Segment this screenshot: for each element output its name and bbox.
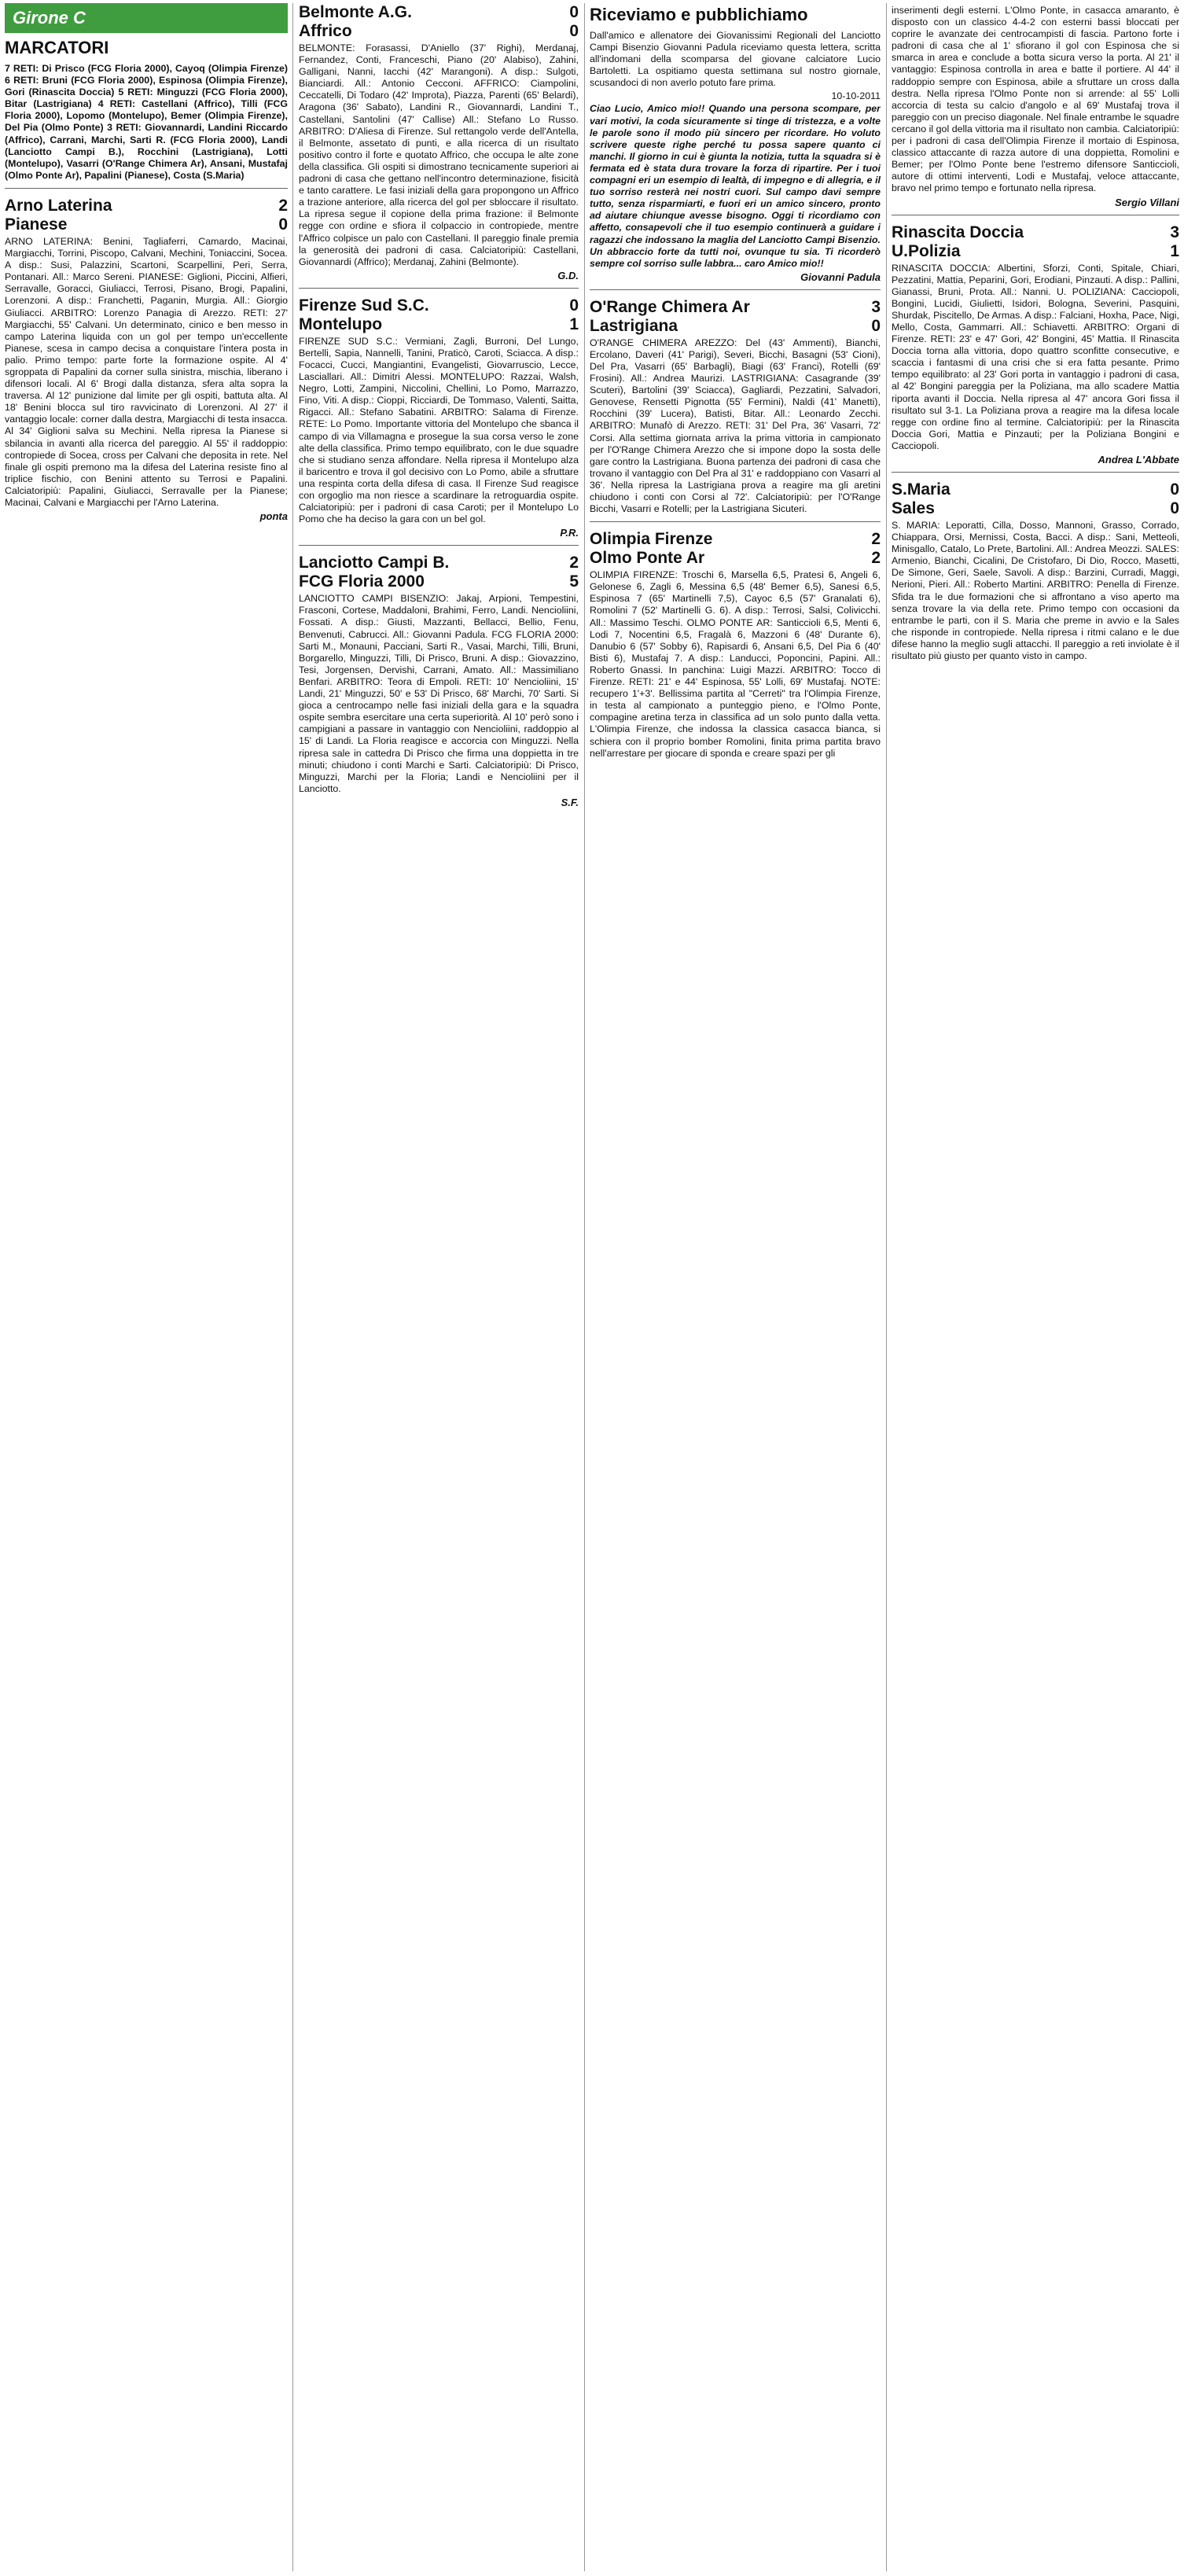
team-row: [892, 480, 1179, 499]
away-score: 5: [569, 572, 579, 591]
away-team: U.Polizia: [892, 241, 961, 260]
match-report: [5, 197, 288, 522]
match-report: [299, 554, 579, 808]
away-team: Lastrigiana: [590, 316, 678, 335]
team-row: [892, 499, 1179, 518]
match-text: FIRENZE SUD S.C.: Vermiani, Zagli, Burroni, Del Lungo, Bertelli, Sapia, Nannelli, Tanini, Praticò, Caroti, Sciacca. A disp.: Focacci, Cucci, Mangiantini, Evangelisti, Giovarruscio, Lecce, Lasciallari. All.: Dimitri Alessi. MONTELUPO: Razzai, Walsh, Negro, Lotti, Zampini, Niccolini, Chellini, Lo Pomo, Marrazzo, Fino, Viti. A disp.: Cioppi, Ricciardi, De Tommaso, Valenti, Saitta, Rigacci. All.: Stefano Sabatini. ARBITRO: Salama di Firenze. RETE: Lo Pomo. Importante vittoria del Montelupo che sbanca il campo di via Villamagna e prosegue la sua corsa verso le zone alte della classifica. Primo tempo equilibrato, con le due squadre che si studiano senza affondare. Nella ripresa il Montelupo alza il baricentro e trova il gol decisivo con Lo Pomo, abile a sfruttare una respinta corta della difesa di casa. Il Firenze Sud reagisce con orgoglio ma non riesce a scardinare la retroguardia ospite. Calciatoripiù: per i padroni di casa Caroti; per il Montelupo Lo Pomo che ha deciso la gara con un bel gol.: [299, 335, 579, 525]
author-signature: ponta: [259, 510, 288, 523]
column-divider: [292, 3, 293, 2571]
home-score: 0: [569, 296, 579, 315]
match-text: LANCIOTTO CAMPI BISENZIO: Jakaj, Arpioni, Tempestini, Frasconi, Cortese, Maddaloni, Brahimi, Ferro, Landi. Nencioliini, Fossati. A disp.: Giusti, Mazzanti, Bellacci, Bellio, Fenu, Benvenuti, Cabrucci. All.: Giovanni Padula. FCG FLORIA 2000: Sarti M., Monauni, Pacciani, Sarti R., Vasai, Marchi, Tilli, Bruni, Borgarello, Minguzzi, Tilli, Di Prisco, Bruni. A disp.: Giovazzino, Tesi, Jorgensen, Dervishi, Carrani, Amato. All.: Massimiliano Benfari. ARBITRO: Teora di Empoli. RETI: 10' Nencioliini, 15' Landi, 21' Minguzzi, 50' e 53' Di Prisco, 68' Marchi, 70' Sarti. Si gioca a centrocampo nelle fasi iniziali della gara e la squadra ospite sembra esercitare una certa superiorità. Al 10' però sono i campigiani a passare in vantaggio con Nencioliini, raddoppio al 15' di Landi. La Floria reagisce e accorcia con Minguzzi. Nella ripresa sale in cattedra Di Prisco che firma una doppietta in tre minuti; chiudono i conti Marchi e Sarti. Calciatoripiù: Di Prisco, Minguzzi, Marchi per la Floria; Landi e Nencioliini per il Lanciotto.: [299, 593, 579, 794]
column-4: [892, 3, 1179, 2571]
home-score: 2: [871, 530, 881, 549]
divider: [590, 289, 881, 290]
column-2: [299, 3, 579, 2571]
away-score: 0: [278, 215, 288, 234]
team-row: [892, 242, 1179, 261]
team-row: [590, 530, 881, 549]
home-team: Rinascita Doccia: [892, 223, 1024, 241]
match-report: [590, 530, 881, 760]
team-row: [5, 215, 288, 234]
match-text: OLIMPIA FIRENZE: Troschi 6, Marsella 6,5, Pratesi 6, Angeli 6, Gelonese 6, Zagli 6, Messina 6,5 (48' Bemer 6,5), Sanesi 6,5, Espinosa 7 (65' Martinelli 7,5), Cayoc 6,5 (57' Granalati 6), Romolini 7 (52' Martinelli G. 6). A disp.: Terrosi, Salsi, Colivicchi. All.: Massimo Teschi. OLMO PONTE AR: Santiccioli 6,5, Menti 6, Lodi 7, Nocentini 6,5, Fragalà 6, Mazzoni 6 (48' Durante 6), Danubio 6 (57' Sobby 6), Rapisardi 6, Ansani 6,5, Del Pia 6 (40' Bisti 6), Mustafaj 7. A disp.: Landucci, Poponcini, Papini. All.: Roberto Gnassi. In panchina: Luigi Mazzi. ARBITRO: Tocco di Firenze. RETI: 21' e 44' Espinosa, 55' Lolli, 69' Mustafaj. NOTE: recupero 1'+3'. Bellissima partita al "Cerreti" tra l'Olimpia Firenze, in testa al campionato a punteggio pieno, e l'Olmo Ponte, compagine aretina terza in classifica ad un solo punto dalla vetta. L'Olimpia Firenze, che indossa la classica casacca bianca, si schiera con il proprio bomber Romolini, finita prima partita bravo nell'arrestare per giocare di sponda e creare spazi per gli: [590, 569, 881, 759]
match-report: [892, 480, 1179, 662]
match-text: BELMONTE: Forasassi, D'Aniello (37' Righi), Merdanaj, Fernandez, Conti, Franceschi, Piano (20' Alabiso), Zahini, Galligani, Nanni, Iacchi (42' Marangoni). A disp.: Sulgoti, Bianciardi. All.: Antonio Cecconi. AFFRICO: Ciampolini, Ceccatelli, Di Todaro (42' Improta), Piazza, Parenti (65' Belardi), Aragona (36' Sabato), Landini R., Giovannardi, Landini T., Castellani, Santolini (47' Callise) All.: Stefano Lo Russo. ARBITRO: D'Aliesa di Firenze. Sul rettangolo verde dell'Antella, il Belmonte, assetato di punti, e alla ricerca di un risultato positivo contro il forte e quotato Affrico, che occupa le alte zone della classifica. Gli ospiti si dimostrano tecnicamente superiori ai padroni di casa che gettano nell'incontro determinazione, fisicità e tanto carattere. Le fasi iniziali della gara propongono un Affrico a trazione anteriore, alla ricerca del gol per sbloccare il risultato. La ripresa segue il copione della prima frazione: il Belmonte regge con ordine e sfiora il colpaccio in contropiede, mentre l'Affrico colpisce un palo con Castellani. Il pareggio finale premia la generosità dei padroni di casa. Calciatoripiù: Castellani, Giovannardi (Affrico); Merdanaj, Zahini (Belmonte).: [299, 42, 579, 267]
team-row: [892, 223, 1179, 242]
letter-title: Riceviamo e pubblichiamo: [590, 5, 808, 24]
divider: [299, 545, 579, 546]
home-score: 0: [1170, 480, 1179, 499]
away-score: 1: [569, 315, 579, 333]
home-score: 0: [569, 3, 579, 21]
match-report: [299, 3, 579, 282]
away-score: 0: [871, 316, 881, 335]
match-text: S. MARIA: Leporatti, Cilla, Dosso, Mannoni, Grasso, Corrado, Chiappara, Orsi, Mernissi, Costa, Bacci. A disp.: Sani, Metteoli, Minisgallo, Catalo, Lo Prete, Bartolini. All.: Andrea Meozzi. SALES: Armenio, Bianchi, Cicalini, De Cristofaro, Di Dio, Rocco, Masetti, De Simone, Geri, Saele, Savoli. A disp.: Barzini, Curradi, Maggi, Nerioni, Pieri. All.: Roberto Martini. ARBITRO: Penella di Firenze. Sfida tra le due formazioni che si affrontano a viso aperto ma senza trovare la via della rete. Primo tempo con occasioni da entrambe le parti, con il S. Maria che preme in avvio e la Sales che risponde in contropiede. Nella ripresa i ritmi calano e le due difese hanno la meglio sugli attacchi. Il pareggio a reti inviolate è il risultato più giusto per quanto visto in campo.: [892, 520, 1179, 662]
column-1: [5, 3, 288, 2571]
column-3: [590, 3, 881, 2571]
away-team: Sales: [892, 499, 935, 517]
home-score: 2: [278, 196, 288, 215]
scorers-title: MARCATORI: [5, 38, 109, 57]
match-text: ARNO LATERINA: Benini, Tagliaferri, Camardo, Macinai, Margiacchi, Torrini, Piscopo, Calvani, Mechini, Toniaccini, Socea. A disp.: Susi, Palazzini, Scartoni, Scarpellini, Peri, Serra, Pontanari. All.: Marco Sereni. PIANESE: Giglioni, Piccini, Alfieri, Serravalle, Goracci, Giuliacci, Terrosi, Pisano, Brogi, Papalini, Lorenzoni. A disp.: Franchetti, Paganin, Murgia. All.: Giorgio Giuliacci. ARBITRO: Lorenzo Panagia di Arezzo. RETI: 27' Margiacchi, 55' Calvani. Un determinato, cinico e ben messo in campo Laterina liquida con un gol per tempo un'eccellente Pianese, scesa in campo decisa a conquistare l'intera posta in palio. Primo tempo: parte forte la formazione ospite. Al 4' sgroppata di Papalini da corner sulla sinistra, mischia, liberano i difensori locali. Al 6' Brogi dalla distanza, sfera alta sopra la traversa. Al 12' punizione dal limite per gli ospiti, battuta alta. Al 18' Benini blocca sul tiro ravvicinato di Lorenzoni. Al 27' il vantaggio locale: corner dalla destra, Margiacchi di testa insacca. Al 34' Giglioni salva su Mechini. Nella ripresa la Pianese si sbilancia in avanti alla ricerca del pareggio. Al 55' il raddoppio: contropiede di Socea, cross per Calvani che deposita in rete. Nel finale gli ospiti premono ma la difesa del Laterina resiste fino al triplice fischio, con Benini attento su Terrosi e Papalini. Calciatoripiù: Papalini, Giuliacci, Serravalle per la Pianese; Macinai, Calvani e Margiacchi per l'Arno Laterina.: [5, 235, 288, 508]
team-row: [299, 3, 579, 22]
home-team: Lanciotto Campi B.: [299, 554, 450, 572]
divider: [5, 188, 288, 189]
team-row: [5, 197, 288, 215]
home-team: Arno Laterina: [5, 196, 112, 215]
match-text-continued: inserimenti degli esterni. L'Olmo Ponte, in casacca amaranto, è disposto con un classico 4-4-2 con esterni bassi bloccati per coprire le avanzate dei centrocampisti di fascia. Partono forte i padroni di casa che al 1' sfiorano il gol con Espinosa che si smarca in area e conclude a botta sicura verso la porta. Al 21' il vantaggio: Espinosa controlla in area e batte il portiere. Al 44' il raddoppio sempre con Espinosa, abile a sfruttare un cross dalla destra. Nella ripresa l'Olmo Ponte non si arrende: al 55' Lolli accorcia di testa su calcio d'angolo e al 69' Mustafaj trova il pareggio con un preciso diagonale. Nel finale entrambe le squadre cercano il gol della vittoria ma il risultato non cambia. Calciatoripiù: per i padroni di casa dell'Olimpia Firenze il mortaio di Espinosa, classico attaccante di razza autore di una doppietta, Romolini e Bemer; per l'Olmo Ponte bene l'estremo difensore Santiccioli, autore di ottimi interventi, Lodi e Mustafaj, veloce attaccante, bravo nel primo tempo e fortunato nella ripresa.: [892, 5, 1179, 194]
away-team: Pianese: [5, 215, 68, 234]
home-team: S.Maria: [892, 480, 951, 499]
section-header: [5, 3, 288, 33]
match-text: RINASCITA DOCCIA: Albertini, Sforzi, Conti, Spitale, Chiari, Pezzatini, Mattia, Peparini, Gori, Erodiani, Pinzauti. A disp.: Pallini, Gianassi, Bruni, Prota. All.: Nanni. U. POLIZIANA: Cacciopoli, Bongini, Lucidi, Giulietti, Isidori, Bologna, Severini, Pasquini, Shurdak, Piscitello, De Armas. A disp.: Falciani, Hoxha, Pace, Nigi, Mello, Costa, Gammarri. All.: Schiavetti. ARBITRO: Organi di Firenze. RETI: 23' e 47' Gori, 42' Bongini, 45' Mattia. Il Rinascita Doccia torna alla vittoria, dopo quattro sconfitte consecutive, e scaccia i fantasmi di una crisi che si era fatta pesante. Primo tempo equilibrato: al 23' Gori porta in vantaggio i padroni di casa, al 42' Bongini pareggia per la Poliziana, ma allo scadere Mattia riporta avanti il Doccia. Nella ripresa al 47' ancora Gori fissa il risultato sul 3-1. La Poliziana prova a reagire ma la difesa locale regge con ordine fino al termine. Calciatoripiù: per la Rinascita Doccia Gori, Mattia e Pinzauti; per la Poliziana Bongini e Cacciopoli.: [892, 262, 1179, 451]
team-row: [299, 315, 579, 334]
home-team: Belmonte A.G.: [299, 3, 412, 21]
home-score: 3: [871, 297, 881, 316]
away-score: 2: [871, 549, 881, 568]
author-signature: Andrea L'Abbate: [1098, 454, 1179, 466]
home-score: 3: [1170, 223, 1179, 241]
letter-body: Ciao Lucio, Amico mio!! Quando una persona scompare, per vari motivi, la coda sicuramente si tinge di tristezza, e a volte le parole sono il modo più sincero per ricordare. Ho voluto scrivere queste righe perché tu possa sapere quanto ci manchi. Il giorno in cui è giunta la notizia, tutta la squadra si è fermata ed è stata dura trovare la forza di ripartire. Per i tuoi compagni eri un esempio di lealtà, di impegno e di allegria, e il tuo sorriso resterà nei nostri cuori. Sul campo davi sempre tutto, senza risparmiarti, e fuori eri un amico sincero, pronto ad aiutare chiunque avesse bisogno. Oggi ti ricordiamo con affetto, consapevoli che il tuo esempio continuerà a guidare i ragazzi che indossano la maglia del Lanciotto Campi Bisenzio. Un abbraccio forte da tutti noi, ovunque tu sia. Ti ricorderò sempre col sorriso sulle labbra... caro Amico mio!!: [590, 103, 881, 269]
match-report: [892, 223, 1179, 466]
divider: [892, 472, 1179, 473]
author-signature: S.F.: [561, 796, 579, 808]
team-row: [299, 554, 579, 572]
team-row: [299, 22, 579, 41]
scorers-list: 7 RETI: Di Prisco (FCG Floria 2000), Cayoq (Olimpia Firenze) 6 RETI: Bruni (FCG Floria 2000), Espinosa (Olimpia Firenze), Gori (Rinascita Doccia) 5 RETI: Minguzzi (FCG Floria 2000), Bitar (Lastrigiana) 4 RETI: Castellani (Affrico), Tilli (FCG Floria 2000), Lopomo (Montelupo), Bemer (Olimpia Firenze), Del Pia (Olmo Ponte) 3 RETI: Giovannardi, Landini Riccardo (Affrico), Carrani, Marchi, Sarti R. (FCG Floria 2000), Landi (Lanciotto Campi B.), Rocchini (Lastrigiana), Lotti (Montelupo), Vasarri (O'Range Chimera Ar), Ansani, Mustafaj (Olmo Ponte Ar), Papalini (Pianese), Costa (S.Maria): [5, 63, 288, 181]
match-report: [590, 298, 881, 515]
newspaper-page: [5, 3, 1179, 2571]
away-team: FCG Floria 2000: [299, 572, 425, 591]
author-signature: G.D.: [557, 269, 579, 282]
away-team: Olmo Ponte Ar: [590, 549, 705, 568]
author-signature: Sergio Villani: [1115, 196, 1179, 208]
team-row: [299, 296, 579, 315]
author-signature: Giovanni Padula: [800, 270, 881, 283]
section-title: Girone C: [13, 8, 86, 28]
home-team: Firenze Sud S.C.: [299, 296, 429, 315]
home-team: Olimpia Firenze: [590, 530, 713, 549]
match-text: O'RANGE CHIMERA AREZZO: Del (43' Ammenti), Bianchi, Ercolano, Daveri (41' Parigi), Severi, Bicchi, Basagni (53' Cioni), Del Pra, Vasarri (65' Barbagli), Biagi (63' Franci), Rotelli (69' Frosini). All.: Andrea Maurizi. LASTRIGIANA: Casagrande (39' Scuteri), Bartolini (39' Sciacca), Gagliardi, Pezzatini, Salvadori, Genovese, Rensetti Pignotta (55' Fermini), Naldi (41' Manetti), Rocchini (39' Lucera), Batisti, Bitar. All.: Leonardo Zecchi. ARBITRO: Munafò di Arezzo. RETI: 31' Del Pra, 36' Vasarri, 72' Corsi. Alla settima giornata arriva la prima vittoria in campionato per l'O'Range Chimera Arezzo che si impone dopo la sosta delle gare contro la Lastrigiana. Buona partenza dei padroni di casa che trovano il vantaggio con Del Pra al 31' e raddoppiano con Vasarri al 36'. Nella ripresa la Lastrigiana prova a reagire ma gli aretini chiudono i conti con Corsi al 72'. Calciatoripiù: per l'O'Range Bicchi, Vasarri e Rotelli; per la Lastrigiana Sicuteri.: [590, 337, 881, 515]
away-score: 0: [1170, 499, 1179, 517]
column-divider: [886, 3, 887, 2571]
home-team: O'Range Chimera Ar: [590, 297, 750, 316]
away-score: 1: [1170, 241, 1179, 260]
letter-intro: Dall'amico e allenatore dei Giovanissimi Regionali del Lanciotto Campi Bisenzio Giovanni Padula riceviamo questa lettera, scritta all'indomani della scomparsa del giovane calciatore Lucio Bartoletti. La ospitiamo questa settimana sul nostro giornale, scusandoci di non averlo potuto fare prima.: [590, 30, 881, 89]
letter-date: 10-10-2011: [831, 90, 881, 102]
away-score: 0: [569, 22, 579, 40]
match-report: [299, 296, 579, 539]
team-row: [299, 572, 579, 591]
author-signature: P.R.: [560, 527, 579, 539]
away-team: Affrico: [299, 22, 352, 40]
column-divider: [584, 3, 585, 2571]
team-row: [590, 317, 881, 336]
home-score: 2: [569, 554, 579, 572]
divider: [299, 288, 579, 289]
team-row: [590, 549, 881, 568]
away-team: Montelupo: [299, 315, 383, 333]
team-row: [590, 298, 881, 317]
divider: [590, 521, 881, 522]
